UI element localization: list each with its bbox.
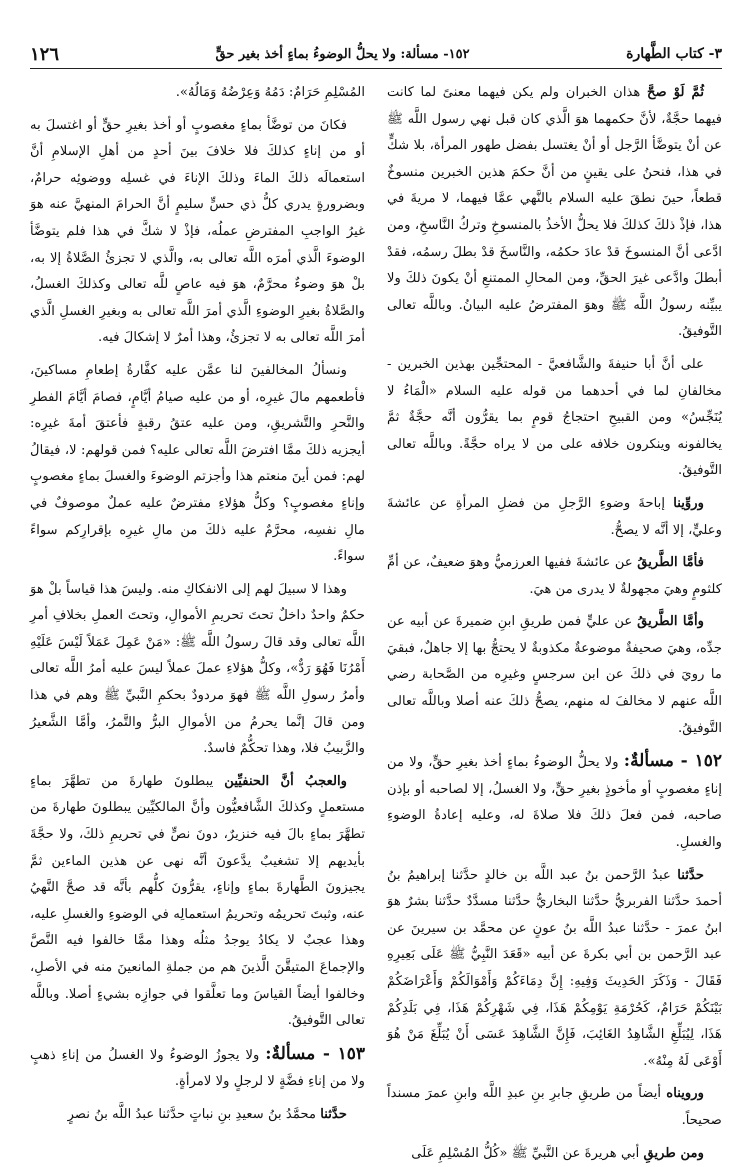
paragraph: حدَّثنا محمَّدُ بنُ سعيدِ بنِ نباتٍ حدَّثنا عبدُ اللَّه بنُ نصرٍ <box>67 1106 347 1122</box>
paragraph: والعجبُ أنَّ الحنفيِّين يبطلونَ طهارةَ من تطهَّرَ بماءٍ مستعملٍ وكذلكَ الشَّافعيُّون وأنَّ المالكيِّين يبطلونَ طهارةَ من تطهَّرَ بماءٍ بالَ فيه خنزيرٌ، دونَ نصٍّ في تحريمِ ذلكَ، ولا حجَّةَ بأيديهم إلا تشغيبٌ يدَّعونَ أنَّه نهى عن هذين الماءين ثمَّ يجيزونَ الطَّهارةَ بماءٍ وإناءٍ، يقرُّونَ كلُّهم بأنَّه قد صحَّ النَّهيُ عنه، وثبتَ تحريمُه وتحريمُ استعمالِه في الوضوءِ والغسلِ عليه، وهذا عجبٌ لا يكادُ يوجدُ مثلُه وهذا ممَّا خالفوا فيه النَّصَّ والإجماعَ المتيقَّنَ الَّذينَ هم من جملةِ المانعينَ منه في الأصلِ، وخالفوا أيضاً القياسَ وما تعلَّقوا في جوازِه بشيءٍ أصلا. وباللَّه تعالى التَّوفيقُ. <box>30 773 365 1029</box>
left-column <box>30 80 365 1122</box>
header-book-title: ٣- كتاب الطَّهارة <box>626 46 722 62</box>
paragraph: ثُمَّ لَوْ صحَّ هذان الخبران ولم يكن فيهما معنىً لما كانت فيهما حجَّةٌ، لأنَّ حكمهما هوَ الَّذي كان قبل نهي رسول اللَّه ﷺ عن أنْ يتوضَّأ الرَّجل أو أنْ يغتسل بفضل طهور المرأة، بلا شكٍّ في هذا، فنحنُ على يقينٍ من أنَّ حكمَ هذين الخبرين منسوخٌ قطعاً، حينَ نطقَ عليه السلام بالنَّهي عمَّا فيهما، لا مريةَ في هذا، فإذْ ذلكَ كذلكَ فلا يحلُّ الأخذُ بالمنسوخِ وتركُ النَّاسخِ، ومن ادَّعى أنَّ المنسوخَ قدْ عادَ حكمُه، والنَّاسخَ قدْ بطلَ رسمُه، فقدْ أبطلَ وادَّعى غيرَ الحقِّ، ومن المحالِ الممتنعِ أنْ يكونَ ذلكَ ولا يبيِّنه رسولُ اللَّه ﷺ وهوَ المفترضُ عليه البيانُ. وباللَّه تعالى التَّوفيقُ. <box>387 85 722 340</box>
text-columns <box>30 80 722 1161</box>
paragraph: على أنَّ أبا حنيفةَ والشَّافعيَّ - المحتجِّين بهذين الخبرين - مخالفانِ لما في أحدهما من قوله عليه السلام «الْمَاءُ لا يُنَجِّسُ» ومن القبيحِ احتجاجُ قومٍ بما يقرُّون أنَّه حجَّةٌ ثمَّ يخالفونه وينكرون خلافه على من لا يراه حجَّةً. وباللَّه تعالى التَّوفيقُ. <box>387 356 722 479</box>
paragraph: وروِّينا إباحةَ وضوءِ الرَّجلِ من فضلِ المرأةِ عن عائشةَ وعليٍّ، إلا أنَّه لا يصحُّ. <box>387 495 722 538</box>
paragraph: ونسألُ المخالفينَ لنا عمَّن عليه كفَّارةُ إطعامِ مساكينَ، فأطعمهم مالَ غيرِه، أو من عليه صيامُ أيَّامٍ، فصامَ أيَّامَ الفطرِ والنَّحرِ والتَّشريقِ، ومن عليه عتقُ رقبةٍ فأعتقَ أمةَ غيرِه: أيجزيه ذلكَ ممَّا افترضَ اللَّه تعالى عليه؟ فمن قولهم: لا، فيقالُ لهم: فمن أينَ منعتم هذا وأجزتم الوضوءَ والغسلَ بماءٍ مغصوبٍ وإناءٍ مغصوبٍ؟ وكلُّ هؤلاءِ مفترضٌ عليه عملٌ موصوفٌ في مالِ نفسِه، محرَّمٌ عليه ذلكَ من مالِ غيرِه بإقرارِكم سواءً سواءً. <box>30 362 365 565</box>
header-topic: ١٥٢- مسألة: ولا يحلُّ الوضوءُ بماءٍ أخذ بغير حقٍّ <box>215 46 470 62</box>
paragraph: فأمَّا الطَّريقُ عن عائشةَ ففيها العرزميُّ وهوَ ضعيفٌ، عن أمِّ كلثومٍ وهيَ مجهولةٌ لا يدرى من هيَ. <box>387 555 722 597</box>
paragraph: ومن طريقِ أبي هريرةَ عن النَّبيِّ ﷺ «كُلُّ المُسْلِمِ عَلَى <box>411 1145 704 1161</box>
right-column <box>387 80 722 1161</box>
masala-152-heading: ١٥٢ - مسألةٌ: ولا يحلُّ الوضوءُ بماءٍ أخذ بغيرِ حقٍّ، ولا من إناءٍ مغصوبٍ أو مأخوذٍ بغيرِ حقٍّ، ولا الغسلُ، إلا لصاحبه أو بإذن صاحبه، فمن فعلَ ذلكَ فلا صلاةَ له، وعليه إعادةُ الوضوءِ والغسلِ. <box>387 751 722 851</box>
paragraph: وأمَّا الطَّريقُ عن عليٍّ فمن طريقِ ابنِ ضميرةَ عن أبيه عن جدِّه، وهيَ صحيفةٌ موضوعةٌ مكذوبةٌ لا يحتجُّ بها إلا جاهلٌ، فبقيَ ما رويَ في ذلكَ عن ابن سرجسٍ وغيرِه من الصَّحابة رضي اللَّه عنهم لا مخالفَ له منهم، يصحُّ ذلكَ عنه أصلا وباللَّه تعالى التَّوفيقُ. <box>387 614 722 736</box>
page-number: ١٢٦ <box>30 43 60 65</box>
paragraph: حدَّثنا عبدُ الرَّحمن بنُ عبد اللَّه بن خالدٍ حدَّثنا إبراهيمُ بنُ أحمدَ حدَّثنا الفربريُّ حدَّثنا البخاريُّ حدَّثنا مسدَّدٌ حدَّثنا بشرٌ هوَ ابنُ عمرَ - حدَّثنا عبدُ اللَّه بنُ عونٍ عن محمَّد بن سيرينَ عن عبد الرَّحمن بن أبي بكرةَ عن أبيه «قَعَدَ النَّبِيُّ ﷺ عَلَى بَعِيرِهِ فَقَالَ - وَذَكَرَ الحَدِيثَ وَفِيهِ: إِنَّ دِمَاءَكُمْ وَأَمْوَالَكُمْ وَأَعْرَاضَكُمْ بَيْنَكُمْ حَرَامٌ، كَحُرْمَةِ يَوْمِكُمْ هَذَا، فِي شَهْرِكُمْ هَذَا، فِي بَلَدِكُمْ هَذَا، لِيُبَلِّغِ الشَّاهِدُ الغَائِبَ، فَإِنَّ الشَّاهِدَ عَسَى أَنْ يُبَلِّغَ مَنْ هُوَ أَوْعَى لَهُ مِنْهُ». <box>387 867 722 1069</box>
paragraph: ورويناه أيضاً من طريقِ جابرِ بنِ عبدِ اللَّه وابنِ عمرَ مسنداً صحيحاً. <box>387 1086 722 1128</box>
paragraph: وهذا لا سبيلَ لهم إلى الانفكاكِ منه. وليسَ هذا قياساً بلْ هوَ حكمٌ واحدٌ داخلٌ تحتَ تحريمِ الأموالِ، وتحتَ العملِ بخلافِ أمرِ اللَّه تعالى وقد قالَ رسولُ اللَّه ﷺ: «مَنْ عَمِلَ عَمَلاً لَيْسَ عَلَيْهِ أَمْرُنَا فَهُوَ رَدٌّ»، وكلُّ هؤلاءِ عملَ عملاً ليسَ عليه أمرُ اللَّه تعالى وأمرُ رسولِ اللَّه ﷺ فهوَ مردودٌ بحكمِ النَّبيِّ ﷺ وهم في هذا ومن قالَ إنَّما يحرمُ من الأموالِ البرُّ والتَّمرُ، وأمَّا الشَّعيرُ والزَّبيبُ فلا، وهذا تحكُّمٌ فاسدٌ. <box>30 581 365 757</box>
masala-153-heading: ١٥٣ - مسألةٌ: ولا يجوزُ الوضوءُ ولا الغسلُ من إناءِ ذهبٍ ولا من إناءِ فضَّةٍ لا لرجلٍ ولا لامرأةٍ. <box>30 1043 365 1090</box>
running-header <box>30 40 722 69</box>
paragraph: المُسْلِمِ حَرَامٌ: دَمُهُ وَعِرْضُهُ وَمَالُهُ». <box>175 85 365 100</box>
paragraph: فكانَ من توضَّأ بماءٍ مغصوبٍ أو أخذ بغيرِ حقٍّ أو اغتسلَ به أو من إناءٍ كذلكَ فلا خلافَ بينَ أحدٍ من أهلِ الإسلامِ أنَّ استعمالَه ذلكَ الماءَ وذلكَ الإناءَ في غسلِه ووضوئِه حرامٌ، وبضرورةٍ يدري كلُّ ذي حسٍّ سليمٍ أنَّ الحرامَ المنهيَّ عنه هوَ غيرُ الواجبِ المفترضِ عملُه، فإذْ لا شكَّ في هذا فلم يتوضَّأ الوضوءَ الَّذي أمرَه اللَّه تعالى به، والَّذي لا تجزئُ الصَّلاةُ إلا به، بلْ هوَ وضوءٌ محرَّمٌ، هوَ فيه عاصٍ للَّه تعالى وكذلكَ الغسلُ، والصَّلاةُ بغيرِ الوضوءِ الَّذي أمرَ اللَّه تعالى به وبغيرِ الغسلِ الَّذي أمرَ اللَّه تعالى به لا تجزئُ، وهذا أمرٌ لا إشكالَ فيه. <box>30 117 365 346</box>
